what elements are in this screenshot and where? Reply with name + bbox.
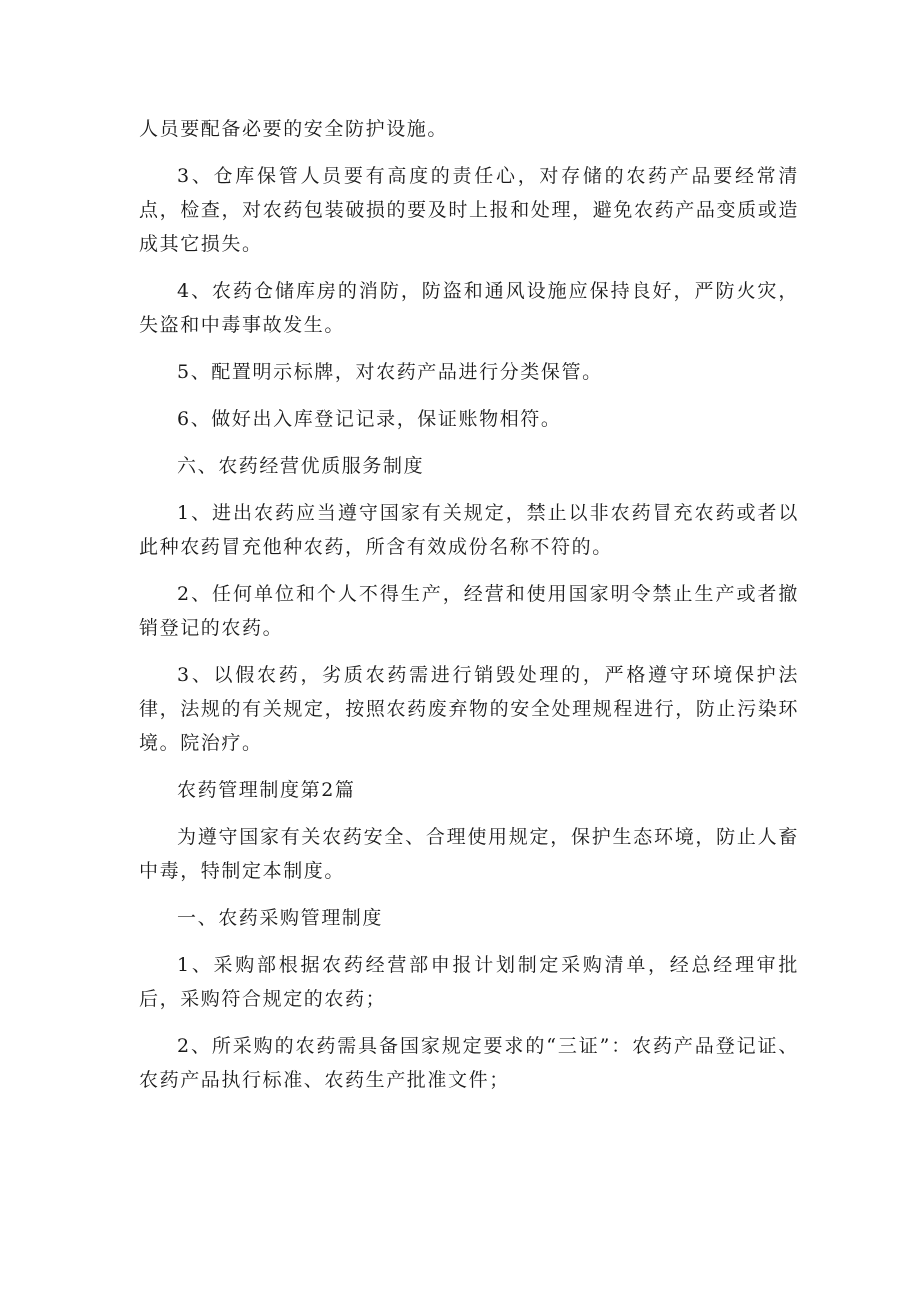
paragraph-5: 6、做好出入库登记记录，保证账物相符。 xyxy=(177,408,562,430)
paragraph-9: 3、以假农药，劣质农药需进行销毁处理的，严格遵守环境保护法律，法规的有关规定，按照农药废弃物的安全处理规程进行，防止污染环境。院治疗。 xyxy=(139,664,799,754)
paragraph-8: 2、任何单位和个人不得生产，经营和使用国家明令禁止生产或者撤销登记的农药。 xyxy=(139,583,799,639)
paragraph-1: 人员要配备必要的安全防护设施。 xyxy=(139,118,449,140)
article-title: 农药管理制度第2篇 xyxy=(177,779,356,801)
paragraph-2: 3、仓库保管人员要有高度的责任心，对存储的农药产品要经常清点，检查，对农药包装破损的要及时上报和处理，避免农药产品变质或造成其它损失。 xyxy=(139,165,799,255)
section-heading-1: 一、农药采购管理制度 xyxy=(177,907,384,929)
document-body xyxy=(139,112,799,1110)
section-heading-6: 六、农药经营优质服务制度 xyxy=(177,455,425,477)
paragraph-11: 为遵守国家有关农药安全、合理使用规定，保护生态环境，防止人畜中毒，特制定本制度。 xyxy=(139,826,799,882)
paragraph-3: 4、农药仓储库房的消防，防盗和通风设施应保持良好，严防火灾，失盗和中毒事故发生。 xyxy=(139,280,799,336)
paragraph-13: 1、采购部根据农药经营部申报计划制定采购清单，经总经理审批后，采购符合规定的农药； xyxy=(139,954,799,1010)
paragraph-14: 2、所采购的农药需具备国家规定要求的“三证”：农药产品登记证、农药产品执行标准、农药生产批准文件； xyxy=(139,1035,799,1091)
paragraph-7: 1、进出农药应当遵守国家有关规定，禁止以非农药冒充农药或者以此种农药冒充他种农药，所含有效成份名称不符的。 xyxy=(139,502,799,558)
paragraph-4: 5、配置明示标牌，对农药产品进行分类保管。 xyxy=(177,361,603,383)
